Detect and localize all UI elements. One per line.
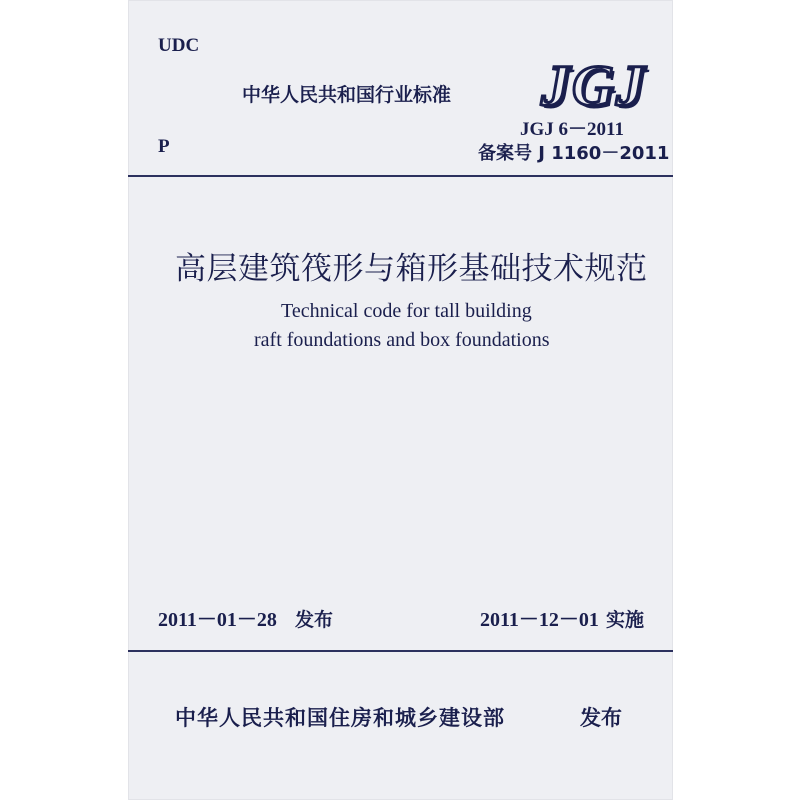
issue-label: 发布 bbox=[295, 609, 334, 631]
book-cover bbox=[128, 0, 673, 800]
standard-number: JGJ 6－2011 bbox=[520, 119, 624, 140]
english-title-line-2: raft foundations and box foundations bbox=[254, 329, 550, 351]
effective-label: 实施 bbox=[606, 609, 645, 631]
effective-date: 2011－12－01 bbox=[480, 609, 599, 631]
udc-label: UDC bbox=[158, 35, 200, 56]
chinese-title: 高层建筑筏形与箱形基础技术规范 bbox=[175, 251, 648, 286]
footer-divider bbox=[128, 650, 673, 652]
category-label: P bbox=[158, 136, 170, 157]
issuing-authority: 中华人民共和国住房和城乡建设部 bbox=[175, 706, 505, 730]
english-title-line-1: Technical code for tall building bbox=[281, 300, 532, 322]
industry-standard-label: 中华人民共和国行业标准 bbox=[242, 84, 452, 106]
header-divider bbox=[128, 175, 673, 177]
jgj-logo: JGJ bbox=[541, 53, 647, 118]
record-number: 备案号 J 1160－2011 bbox=[478, 143, 670, 164]
issue-date: 2011－01－28 bbox=[158, 609, 277, 631]
issuer-label: 发布 bbox=[580, 706, 622, 730]
